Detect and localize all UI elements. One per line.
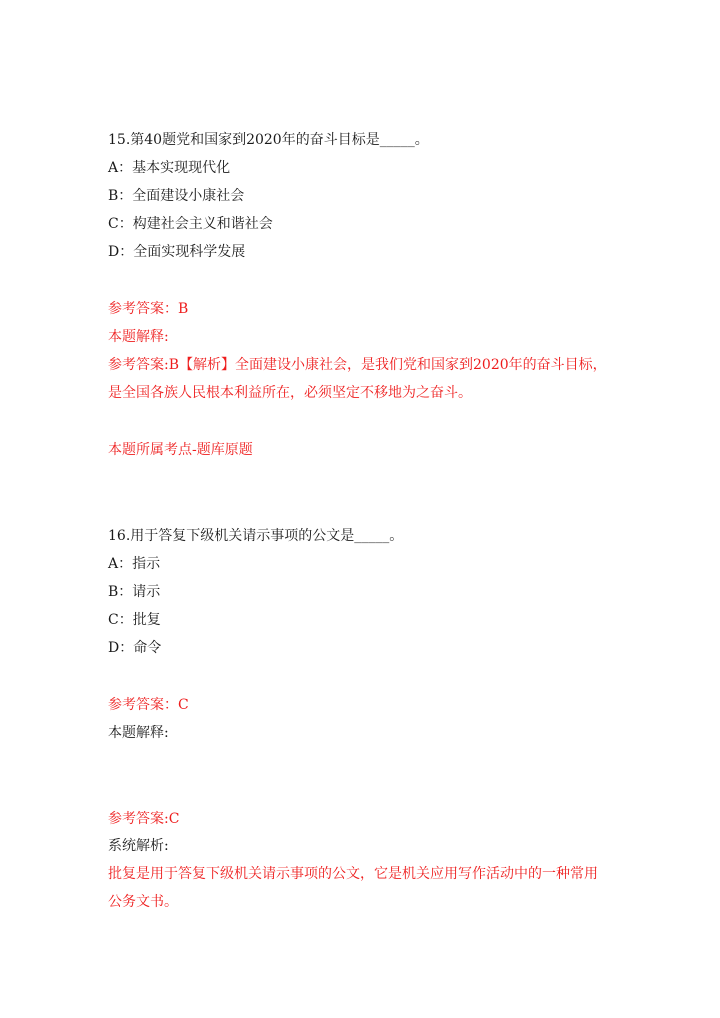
q15-option-b: B：全面建设小康社会 <box>108 188 245 204</box>
q15-explanation-label: 本题解释: <box>108 329 169 345</box>
q15-option-c: C：构建社会主义和谐社会 <box>108 216 273 232</box>
question-15-text: 15.第40题党和国家到2020年的奋斗目标是_____。 <box>108 132 429 148</box>
q15-explanation-text: 参考答案:B【解析】全面建设小康社会，是我们党和国家到2020年的奋斗目标，是全国各族人民根本利益所在，必须坚定不移地为之奋斗。 <box>108 357 607 401</box>
q16-answer: 参考答案：C <box>108 697 189 713</box>
q16-explanation-label: 本题解释: <box>108 725 169 741</box>
q15-option-a: A：基本实现现代化 <box>108 160 231 176</box>
q16-system-answer: 参考答案:C <box>108 811 180 827</box>
q16-system-text: 批复是用于答复下级机关请示事项的公文，它是机关应用写作活动中的一种常用公务文书。 <box>108 866 598 910</box>
q15-topic: 本题所属考点-题库原题 <box>108 442 253 458</box>
q15-option-d: D：全面实现科学发展 <box>108 244 246 260</box>
q15-answer: 参考答案：B <box>108 301 189 317</box>
q16-option-d: D：命令 <box>108 640 162 656</box>
q16-system-label: 系统解析: <box>108 838 169 854</box>
q16-option-b: B：请示 <box>108 584 161 600</box>
question-16-text: 16.用于答复下级机关请示事项的公文是_____。 <box>108 528 404 544</box>
q16-option-c: C：批复 <box>108 612 161 628</box>
q16-option-a: A：指示 <box>108 556 161 572</box>
